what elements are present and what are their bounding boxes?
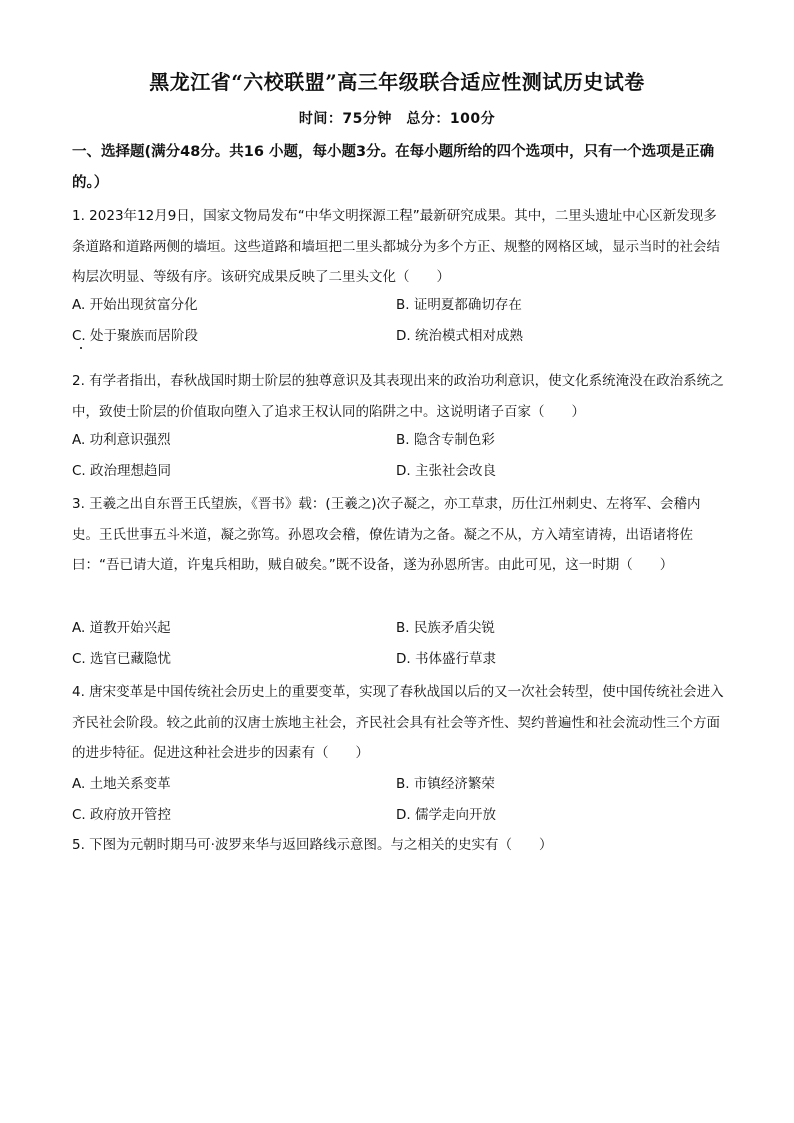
question-2-stem: 2. 有学者指出，春秋战国时期士阶层的独尊意识及其表现出来的政治功利意识，使文化系统淹没在政治系统之中，致使士阶层的价值取向堕入了追求王权认同的陷阱之中。这说明诸子百家（ ） xyxy=(72,373,724,420)
question-1-stem: 1. 2023年12月9日，国家文物局发布“中华文明探源工程”最新研究成果。其中，二里头遗址中心区新发现多条道路和道路两侧的墙垣。这些道路和墙垣把二里头都城分为多个方正、规整的网格区域，显示当时的社会结构层次明显、等级有序。该研究成果反映了二里头文化（ ） xyxy=(72,208,720,285)
question-1-option-b: B. 证明夏都确切存在 xyxy=(396,297,522,313)
question-4-option-a: A. 土地关系变革 xyxy=(72,776,171,792)
exam-subtitle: 时间：75分钟 总分：100分 xyxy=(298,111,496,127)
question-3-option-a: A. 道教开始兴起 xyxy=(72,620,171,636)
question-4-option-c: C. 政府放开管控 xyxy=(72,807,172,823)
question-2-option-c: C. 政治理想趋同 xyxy=(72,463,172,479)
question-4-stem: 4. 唐宋变革是中国传统社会历史上的重要变革，实现了春秋战国以后的又一次社会转型，使中国传统社会进入齐民社会阶段。较之此前的汉唐士族地主社会，齐民社会具有社会等齐性、契约普遍性和社会流动性三个方面的进步特征。促进这种社会进步的因素有（ ） xyxy=(72,684,724,761)
exam-title: 黑龙江省“六校联盟”高三年级联合适应性测试历史试卷 xyxy=(149,70,645,94)
question-3-option-b: B. 民族矛盾尖锐 xyxy=(396,620,495,636)
question-2-option-a: A. 功利意识强烈 xyxy=(72,432,171,448)
question-1-option-d: D. 统治模式相对成熟 xyxy=(396,328,523,344)
question-3-option-c: C. 选官已藏隐忧 xyxy=(72,651,172,667)
question-3-option-d: D. 书体盛行草隶 xyxy=(396,651,496,667)
question-1-option-a: A. 开始出现贫富分化 xyxy=(72,297,198,313)
question-4-option-d: D. 儒学走向开放 xyxy=(396,807,496,823)
question-3-stem: 3. 王羲之出自东晋王氏望族，《晋书》载：(王羲之)次子凝之，亦工草隶，历仕江州刺史、左将军、会稽内史。王氏世事五斗米道，凝之弥笃。孙恩攻会稽，僚佐请为之备。凝之不从，方入靖室请祷，出语诸将佐曰：“吾已请大道，许鬼兵相助，贼自破矣。”既不设备，遂为孙恩所害。由此可见，这一时期（ ） xyxy=(72,496,701,573)
section-heading: 一、选择题(满分48分。共16 小题，每小题3分。在每小题所给的四个选项中，只有一个选项是正确的。） xyxy=(72,144,715,191)
question-1-option-c: C. 处于聚族而居阶段 xyxy=(72,328,199,344)
stray-mark xyxy=(80,347,82,349)
question-2-option-b: B. 隐含专制色彩 xyxy=(396,432,495,448)
question-2-option-d: D. 主张社会改良 xyxy=(396,463,496,479)
question-4-option-b: B. 市镇经济繁荣 xyxy=(396,776,495,792)
question-5-stem: 5. 下图为元朝时期马可·波罗来华与返回路线示意图。与之相关的史实有（ ） xyxy=(72,837,553,853)
